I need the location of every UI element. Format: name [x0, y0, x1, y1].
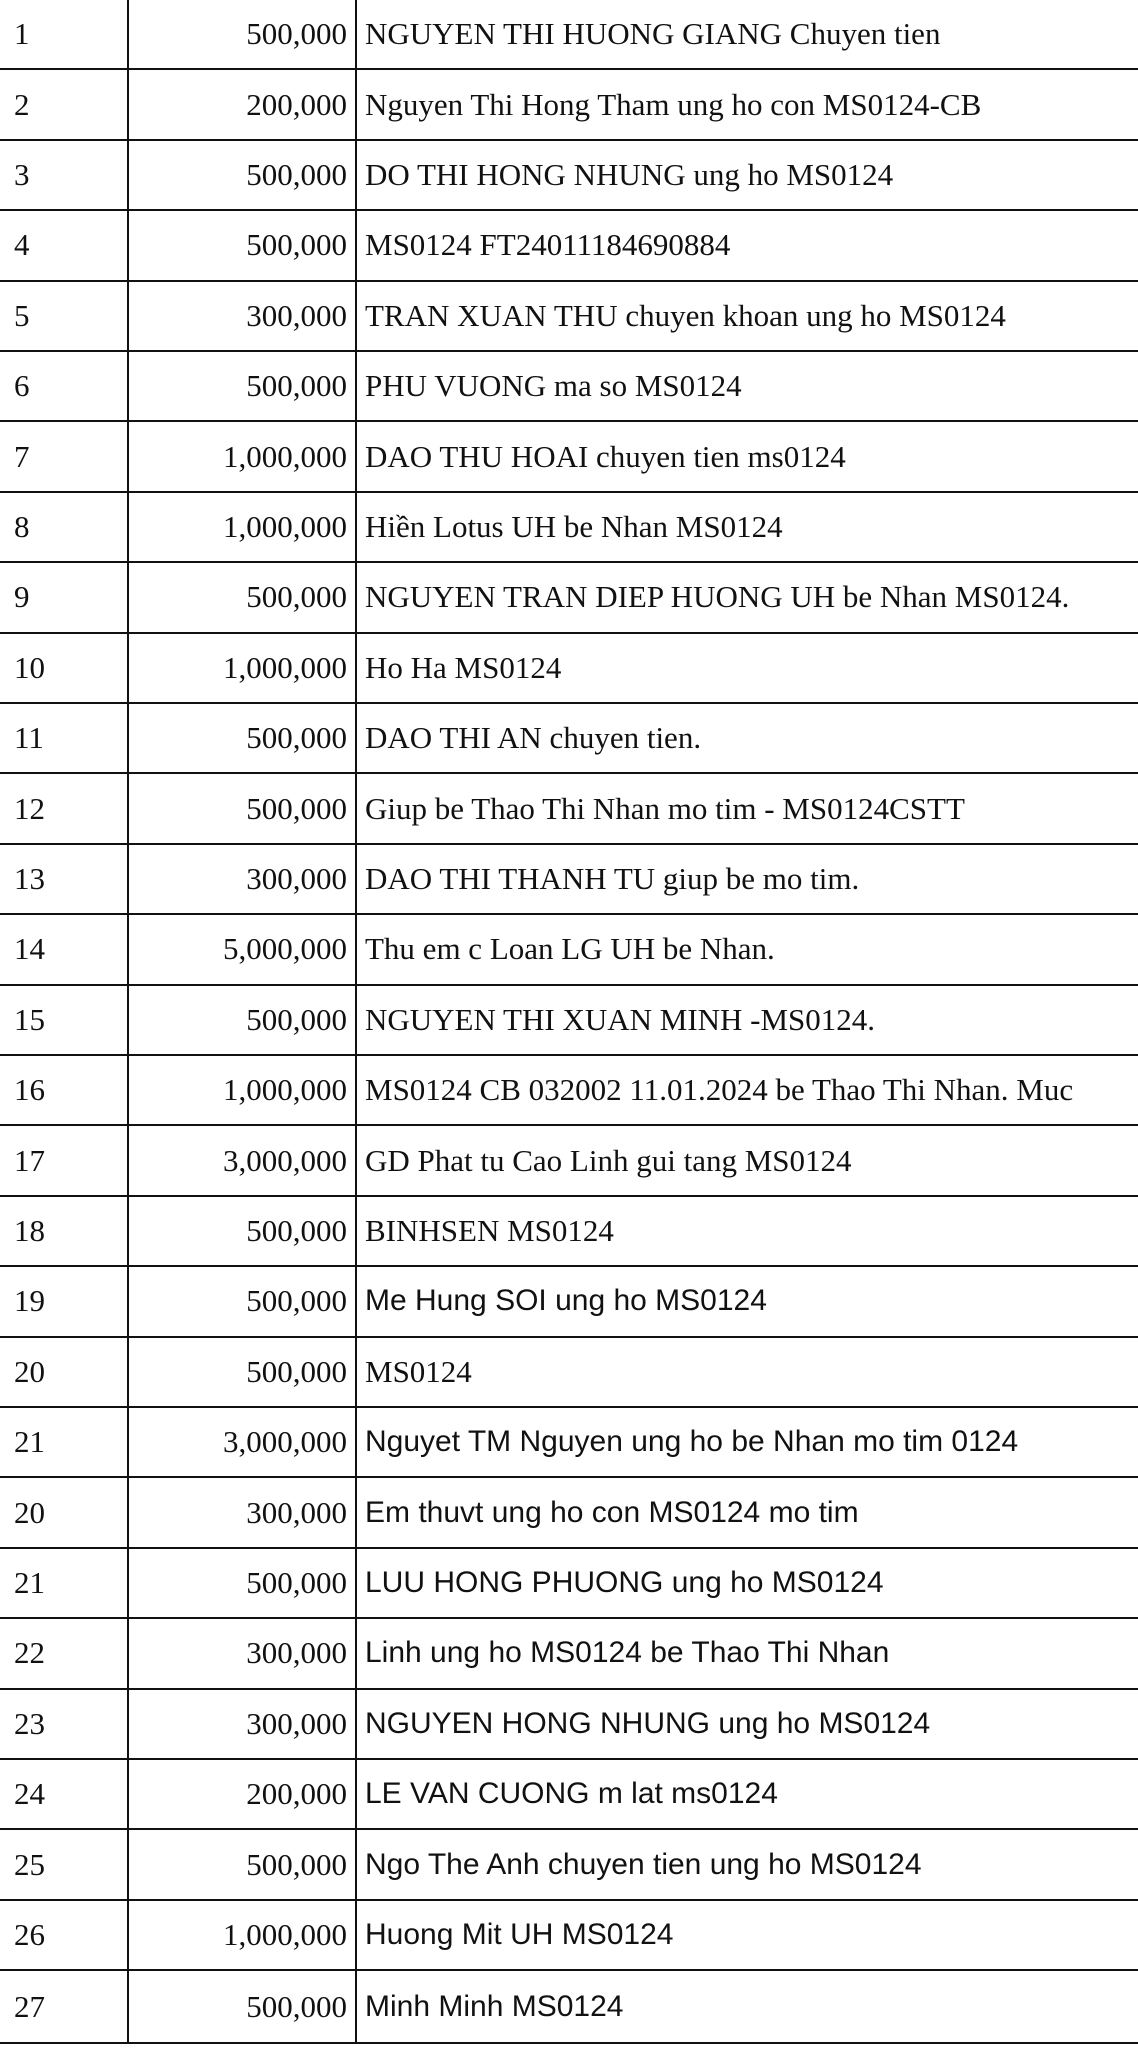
row-number: 21 [14, 1564, 45, 1600]
table-row [0, 845, 1138, 915]
description: Huong Mit UH MS0124 [365, 1917, 674, 1951]
row-number: 7 [14, 438, 30, 474]
table-row [0, 1338, 1138, 1408]
table-row [0, 704, 1138, 774]
amount: 500,000 [246, 720, 347, 756]
amount: 300,000 [246, 1705, 347, 1741]
amount: 300,000 [246, 1494, 347, 1530]
description: MS0124 FT24011184690884 [365, 227, 731, 263]
amount: 200,000 [246, 86, 347, 122]
row-number: 14 [14, 931, 45, 967]
row-number: 17 [14, 1142, 45, 1178]
description: Nguyen Thi Hong Tham ung ho con MS0124-CB [365, 86, 982, 122]
table-row [0, 1901, 1138, 1971]
table-row [0, 0, 1138, 70]
row-number: 3 [14, 156, 30, 192]
table-row [0, 1760, 1138, 1830]
row-number: 10 [14, 649, 45, 685]
description: NGUYEN THI XUAN MINH -MS0124. [365, 1001, 876, 1037]
row-number: 26 [14, 1916, 45, 1952]
table-row [0, 1971, 1138, 2044]
amount: 5,000,000 [223, 931, 347, 967]
amount: 3,000,000 [223, 1142, 347, 1178]
description: NGUYEN THI HUONG GIANG Chuyen tien [365, 16, 941, 52]
row-number: 15 [14, 1001, 45, 1037]
amount: 500,000 [246, 1353, 347, 1389]
table-row [0, 282, 1138, 352]
row-number: 12 [14, 790, 45, 826]
amount: 1,000,000 [223, 649, 347, 685]
table-row [0, 141, 1138, 211]
description: LE VAN CUONG m lat ms0124 [365, 1777, 778, 1811]
amount: 200,000 [246, 1776, 347, 1812]
row-number: 5 [14, 297, 30, 333]
table-row [0, 1478, 1138, 1548]
description: Me Hung SOI ung ho MS0124 [365, 1284, 767, 1318]
amount: 500,000 [246, 1001, 347, 1037]
description: Em thuvt ung ho con MS0124 mo tim [365, 1495, 859, 1529]
row-number: 23 [14, 1705, 45, 1741]
amount: 1,000,000 [223, 1916, 347, 1952]
description: MS0124 CB 032002 11.01.2024 be Thao Thi Nhan. Muc [365, 1072, 1074, 1108]
description: Thu em c Loan LG UH be Nhan. [365, 931, 775, 967]
description: MS0124 [365, 1353, 472, 1389]
amount: 300,000 [246, 1635, 347, 1671]
table-row [0, 1056, 1138, 1126]
description: DAO THU HOAI chuyen tien ms0124 [365, 438, 846, 474]
table-row [0, 70, 1138, 140]
table-row [0, 1690, 1138, 1760]
row-number: 19 [14, 1283, 45, 1319]
amount: 500,000 [246, 579, 347, 615]
description: PHU VUONG ma so MS0124 [365, 368, 742, 404]
table-row [0, 1830, 1138, 1900]
amount: 500,000 [246, 16, 347, 52]
row-number: 21 [14, 1424, 45, 1460]
amount: 1,000,000 [223, 1072, 347, 1108]
table-row [0, 986, 1138, 1056]
row-number: 16 [14, 1072, 45, 1108]
row-number: 6 [14, 368, 30, 404]
table-row [0, 1619, 1138, 1689]
amount: 500,000 [246, 1988, 347, 2024]
description: Ngo The Anh chuyen tien ung ho MS0124 [365, 1847, 922, 1881]
description: NGUYEN TRAN DIEP HUONG UH be Nhan MS0124. [365, 579, 1070, 615]
description: Ho Ha MS0124 [365, 649, 562, 685]
amount: 3,000,000 [223, 1424, 347, 1460]
amount: 500,000 [246, 1283, 347, 1319]
amount: 500,000 [246, 227, 347, 263]
description: BINHSEN MS0124 [365, 1212, 614, 1248]
amount: 1,000,000 [223, 438, 347, 474]
table-row [0, 211, 1138, 281]
description: DAO THI THANH TU giup be mo tim. [365, 860, 860, 896]
amount: 500,000 [246, 1212, 347, 1248]
table-row [0, 1549, 1138, 1619]
row-number: 1 [14, 16, 30, 52]
row-number: 8 [14, 508, 30, 544]
table-row [0, 1267, 1138, 1337]
row-number: 4 [14, 227, 30, 263]
table-row [0, 563, 1138, 633]
table-row [0, 352, 1138, 422]
description: Minh Minh MS0124 [365, 1989, 624, 2023]
amount: 500,000 [246, 790, 347, 826]
row-number: 13 [14, 860, 45, 896]
table-row [0, 774, 1138, 844]
row-number: 9 [14, 579, 30, 615]
table-row [0, 634, 1138, 704]
table-row [0, 493, 1138, 563]
row-number: 11 [14, 720, 44, 756]
description: TRAN XUAN THU chuyen khoan ung ho MS0124 [365, 297, 1006, 333]
row-number: 20 [14, 1494, 45, 1530]
table-row [0, 1126, 1138, 1196]
row-number: 22 [14, 1635, 45, 1671]
table-row [0, 1408, 1138, 1478]
description: DO THI HONG NHUNG ung ho MS0124 [365, 156, 894, 192]
amount: 500,000 [246, 1846, 347, 1882]
amount: 500,000 [246, 1564, 347, 1600]
table-row [0, 915, 1138, 985]
description: Nguyet TM Nguyen ung ho be Nhan mo tim 0124 [365, 1425, 1019, 1459]
row-number: 18 [14, 1212, 45, 1248]
table-row [0, 1197, 1138, 1267]
row-number: 2 [14, 86, 30, 122]
description: DAO THI AN chuyen tien. [365, 720, 702, 756]
amount: 500,000 [246, 156, 347, 192]
description: NGUYEN HONG NHUNG ung ho MS0124 [365, 1706, 931, 1740]
row-number: 20 [14, 1353, 45, 1389]
description: GD Phat tu Cao Linh gui tang MS0124 [365, 1142, 852, 1178]
description: LUU HONG PHUONG ung ho MS0124 [365, 1565, 884, 1599]
amount: 300,000 [246, 297, 347, 333]
description: Hiền Lotus UH be Nhan MS0124 [365, 508, 783, 544]
row-number: 25 [14, 1846, 45, 1882]
table-row [0, 422, 1138, 492]
amount: 1,000,000 [223, 508, 347, 544]
amount: 300,000 [246, 860, 347, 896]
row-number: 24 [14, 1776, 45, 1812]
row-number: 27 [14, 1988, 45, 2024]
description: Linh ung ho MS0124 be Thao Thi Nhan [365, 1636, 890, 1670]
amount: 500,000 [246, 368, 347, 404]
description: Giup be Thao Thi Nhan mo tim - MS0124CSTT [365, 790, 965, 826]
